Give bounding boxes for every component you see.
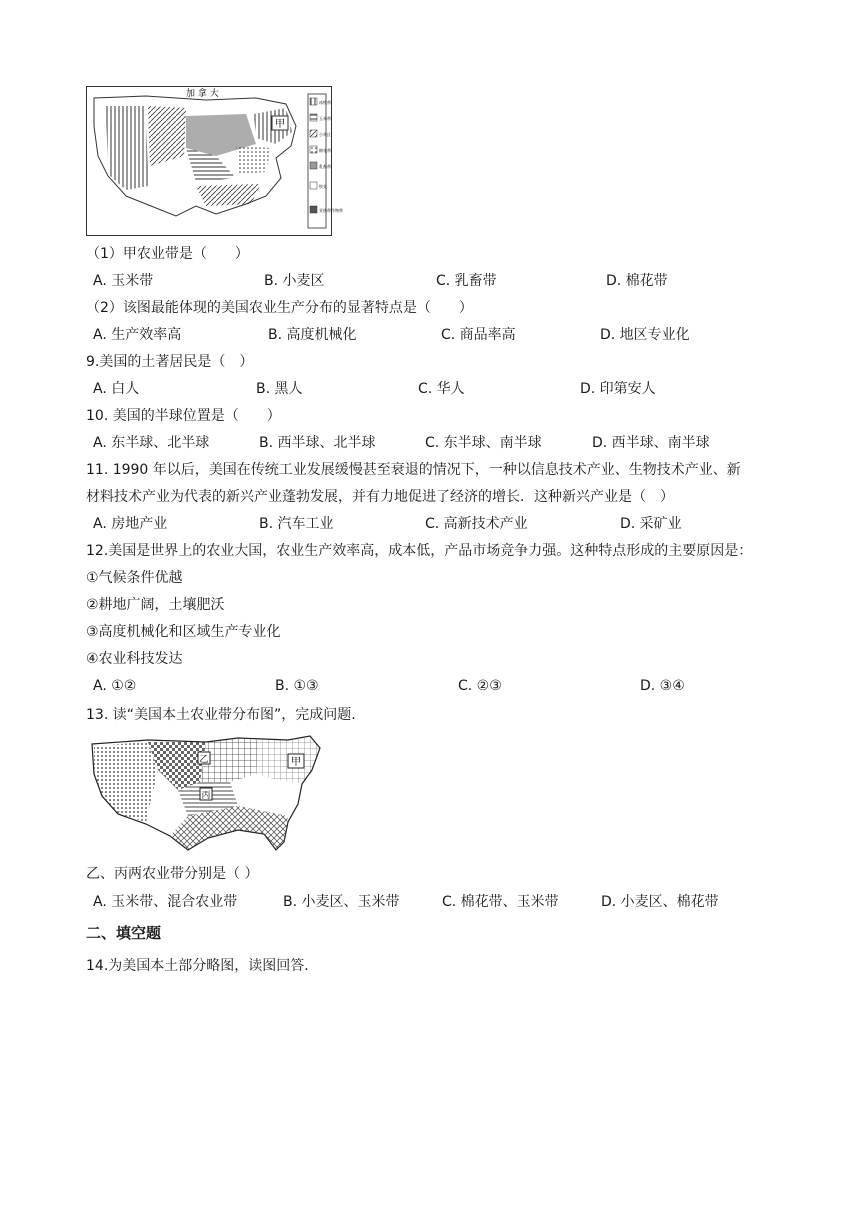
map1-legend-5: 牧业 [319,184,327,189]
q9-stem: 9.美国的土著居民是（ ） [86,354,254,370]
q8-sub2-option-b[interactable]: B. 高度机械化 [268,327,357,343]
q13-stem: 13. 读“美国本土农业带分布图”，完成问题. [86,707,356,723]
map1-legend-2: 小麦区 [319,132,331,137]
q13-option-d[interactable]: D. 小麦区、棉花带 [601,894,719,910]
q8-sub1-option-d[interactable]: D. 棉花带 [606,273,668,289]
map1-legend-0: 冰牧带 [319,100,331,105]
q13-option-c[interactable]: C. 棉花带、玉米带 [442,894,559,910]
map1-label-jia: 甲 [275,119,285,130]
q13-option-a[interactable]: A. 玉米带、混合农业带 [93,894,238,910]
q11-option-a[interactable]: A. 房地产业 [93,516,168,532]
q12-item-2: ②耕地广阔，土壤肥沃 [86,597,225,613]
map1-legend-4: 乳畜带 [319,164,331,169]
q13-option-b[interactable]: B. 小麦区、玉米带 [283,894,400,910]
q11-stem-line2: 材料技术产业为代表的新兴产业蓬勃发展，并有力地促进了经济的增长．这种新兴产业是（ ） [86,489,674,505]
q12-option-a[interactable]: A. ①② [93,678,137,694]
map2-label-bing: 丙 [201,791,211,801]
q10-option-b[interactable]: B. 西半球、北半球 [259,435,376,451]
q12-option-d[interactable]: D. ③④ [640,678,685,694]
q9-option-b[interactable]: B. 黑人 [256,381,303,397]
q12-item-1: ①气候条件优越 [86,570,183,586]
q9-option-a[interactable]: A. 白人 [93,381,140,397]
q12-option-b[interactable]: B. ①③ [275,678,319,694]
q8-sub2-option-a[interactable]: A. 生产效率高 [93,327,182,343]
us-agriculture-map-1 [86,86,343,236]
section-fill-blank-title: 二、填空题 [86,924,162,942]
map1-legend-3: 棉花带 [319,148,331,153]
q12-item-4: ④农业科技发达 [86,651,183,667]
q8-sub2-option-d[interactable]: D. 地区专业化 [600,327,690,343]
us-agriculture-map-2 [88,730,324,858]
q12-item-3: ③高度机械化和区域生产专业化 [86,624,281,640]
q8-sub1-option-c[interactable]: C. 乳畜带 [436,273,497,289]
q12-option-c[interactable]: C. ②③ [458,678,502,694]
q12-stem: 12.美国是世界上的农业大国，农业生产效率高，成本低，产品市场竞争力强。这种特点形成的主要原因是： [86,543,753,559]
map1-label-canada: 加 拿 大 [186,89,219,99]
q13-sub-stem: 乙、丙两农业带分别是（ ） [86,866,259,882]
q9-option-c[interactable]: C. 华人 [418,381,465,397]
q11-option-c[interactable]: C. 高新技术产业 [425,516,528,532]
q8-sub1-option-a[interactable]: A. 玉米带 [93,273,154,289]
q14-stem: 14.为美国本土部分略图，读图回答. [86,958,309,974]
q10-option-d[interactable]: D. 西半球、南半球 [592,435,710,451]
q8-sub2-option-c[interactable]: C. 商品率高 [441,327,516,343]
map2-label-yi: 乙 [199,755,209,765]
q8-sub1-stem: （1）甲农业带是（ ） [86,246,249,262]
q10-option-c[interactable]: C. 东半球、南半球 [425,435,542,451]
q11-option-b[interactable]: B. 汽车工业 [259,516,334,532]
map1-legend-6: 亚热带作物带 [319,208,343,213]
q10-option-a[interactable]: A. 东半球、北半球 [93,435,210,451]
q11-stem-line1: 11. 1990 年以后，美国在传统工业发展缓慢甚至衰退的情况下，一种以信息技术产业、生物技术产业、新 [86,462,741,478]
q10-stem: 10. 美国的半球位置是（ ） [86,408,281,424]
map1-legend-1: 玉米带 [319,116,331,121]
map2-label-jia: 甲 [291,757,301,768]
q9-option-d[interactable]: D. 印第安人 [580,381,656,397]
q8-sub2-stem: （2）该图最能体现的美国农业生产分布的显著特点是（ ） [86,300,473,316]
q8-sub1-option-b[interactable]: B. 小麦区 [264,273,325,289]
q11-option-d[interactable]: D. 采矿业 [620,516,682,532]
